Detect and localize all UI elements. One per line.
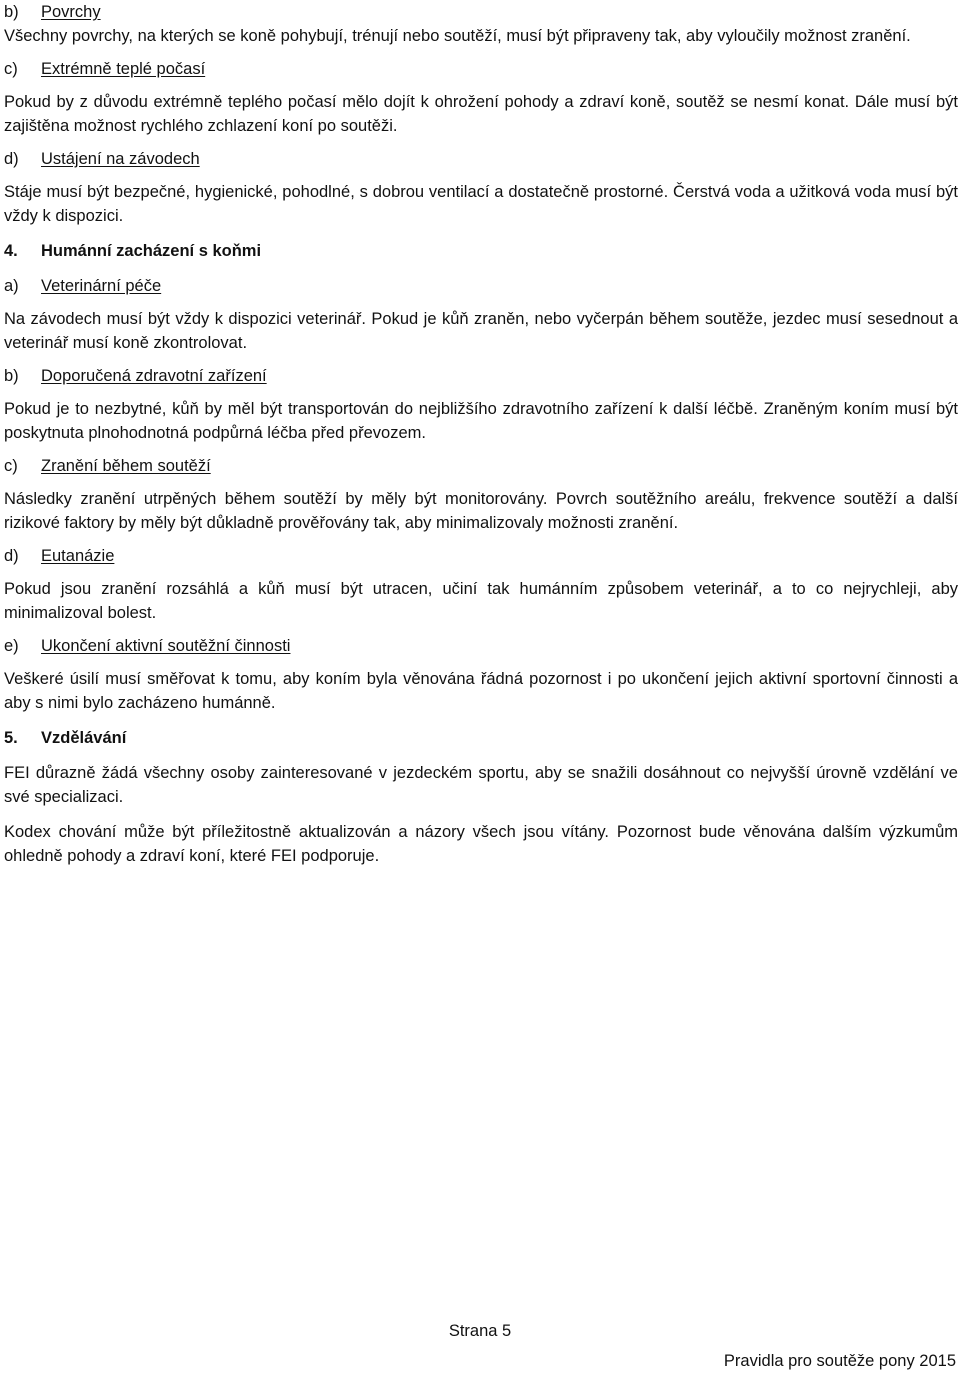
- subheading-povrchy: [4, 0, 958, 24]
- subheading-title: Doporučená zdravotní zařízení: [41, 367, 267, 385]
- paragraph-ustajeni: Stáje musí být bezpečné, hygienické, pohodlné, s dobrou ventilací a dostatečně prostorné. Čerstvá voda a užitková voda musí být vždy k dispozici.: [4, 183, 958, 225]
- paragraph-ukonceni-cinnosti: Veškeré úsilí musí směřovat k tomu, aby koním byla věnována řádná pozornost i po ukončení jejich aktivní sportovní činnosti a aby s nimi bylo zacházeno humánně.: [4, 670, 958, 712]
- paragraph-kodex-chovani: Kodex chování může být příležitostně aktualizován a názory všech jsou vítány. Pozornost bude věnována dalším výzkumům ohledně pohody a zdraví koní, které FEI podporuje.: [4, 823, 958, 865]
- subheading-extremne-teple-pocasi: [4, 57, 958, 81]
- paragraph-extremne-teple-pocasi: Pokud by z důvodu extrémně teplého počasí mělo dojít k ohrožení pohody a zdraví koně, soutěž se nesmí konat. Dále musí být zajištěna možnost rychlého zchlazení koní po soutěži.: [4, 93, 958, 135]
- section-title: Vzdělávání: [41, 729, 127, 747]
- subheading-title: Eutanázie: [41, 547, 115, 565]
- list-marker: b): [4, 367, 19, 385]
- paragraph-vzdelavani-fei: FEI důrazně žádá všechny osoby zainteresované v jezdeckém sportu, aby se snažili dosáhnout co nejvyšší úrovně vzdělání ve své specializaci.: [4, 764, 958, 806]
- paragraph-eutanazie: Pokud jsou zranění rozsáhlá a kůň musí být utracen, učiní tak humánním způsobem veterinář, a to co nejrychleji, aby minimalizoval bolest.: [4, 580, 958, 622]
- subheading-ukonceni-cinnosti: [4, 634, 958, 658]
- subheading-veterinarni-pece: [4, 274, 958, 298]
- subheading-eutanazie: [4, 544, 958, 568]
- subheading-title: Extrémně teplé počasí: [41, 60, 206, 78]
- paragraph-povrchy: Všechny povrchy, na kterých se koně pohybují, trénují nebo soutěží, musí být připraveny tak, aby vyloučily možnost zranění.: [4, 27, 911, 45]
- subheading-title: Zranění během soutěží: [41, 457, 211, 475]
- document-body: [4, 0, 958, 868]
- list-marker: e): [4, 637, 19, 655]
- subheading-title: Ukončení aktivní soutěžní činnosti: [41, 637, 291, 655]
- list-marker: d): [4, 150, 19, 168]
- list-marker: b): [4, 3, 19, 21]
- subheading-title: Povrchy: [41, 3, 101, 21]
- subheading-zraneni-behem-soutezi: [4, 454, 958, 478]
- section-heading-humanni-zachazeni: [4, 239, 958, 263]
- page-number: Strana 5: [448, 1322, 512, 1340]
- section-heading-vzdelavani: [4, 726, 958, 750]
- paragraph-zdravotni-zarizeni: Pokud je to nezbytné, kůň by měl být transportován do nejbližšího zdravotního zařízení k další léčbě. Zraněným koním musí být poskytnuta plnohodnotná podpůrná léčba před převozem.: [4, 400, 958, 442]
- paragraph-veterinarni-pece: Na závodech musí být vždy k dispozici veterinář. Pokud je kůň zraněn, nebo vyčerpán během soutěže, jezdec musí sesednout a veterinář musí koně zkontrolovat.: [4, 310, 958, 352]
- section-number: 4.: [4, 242, 18, 260]
- footer-document-title: Pravidla pro soutěže pony 2015: [723, 1352, 956, 1370]
- section-title: Humánní zacházení s koňmi: [41, 242, 262, 260]
- section-number: 5.: [4, 729, 18, 747]
- subheading-ustajeni: [4, 147, 958, 171]
- subheading-zdravotni-zarizeni: [4, 364, 958, 388]
- subheading-title: Ustájení na závodech: [41, 150, 200, 168]
- list-marker: c): [4, 457, 18, 475]
- list-marker: d): [4, 547, 19, 565]
- list-marker: a): [4, 277, 19, 295]
- list-marker: c): [4, 60, 18, 78]
- paragraph-zraneni-behem-soutezi: Následky zranění utrpěných během soutěží by měly být monitorovány. Povrch soutěžního areálu, frekvence soutěží a další rizikové faktory by měly být důkladně prověřovány tak, aby minimalizovaly možnosti zranění.: [4, 490, 958, 532]
- subheading-title: Veterinární péče: [41, 277, 162, 295]
